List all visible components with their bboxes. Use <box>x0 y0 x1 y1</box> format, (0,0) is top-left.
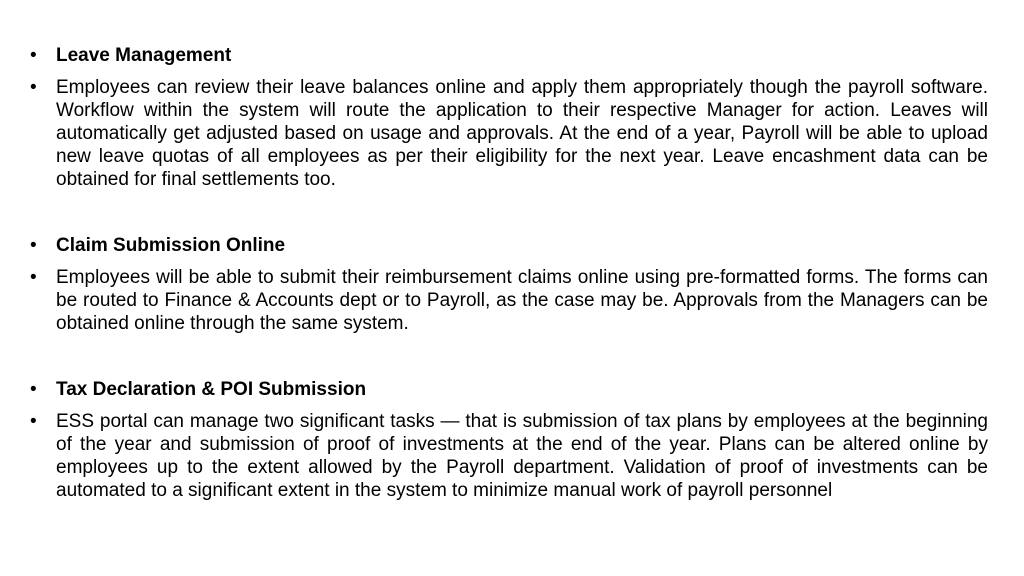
heading-text: Leave Management <box>56 45 232 66</box>
section-body-claim-submission <box>30 266 988 335</box>
bullet-icon: • <box>30 411 37 432</box>
section-heading-tax-declaration <box>30 378 988 401</box>
bullet-icon: • <box>30 235 37 256</box>
section-heading-leave-management <box>30 44 988 67</box>
bullet-icon: • <box>30 379 37 400</box>
heading-text: Tax Declaration & POI Submission <box>56 379 367 400</box>
section-body-leave-management <box>30 76 988 191</box>
body-text: ESS portal can manage two significant tasks — that is submission of tax plans by employees at the beginning of the year and submission of proof of investments at the end of the year. Plans can be altered online by employees up to the extent allowed by the Payroll department. Validation of proof of investments can be automated to a significant extent in the system to minimize manual work of payroll personnel <box>56 411 988 501</box>
slide-content <box>30 44 988 502</box>
bullet-icon: • <box>30 77 37 98</box>
section-spacer <box>30 191 988 234</box>
section-heading-claim-submission <box>30 234 988 257</box>
body-text: Employees can review their leave balances online and apply them appropriately though the payroll software. Workflow within the system will route the application to their respective Manager for action. Leaves will automatically get adjusted based on usage and approvals. At the end of a year, Payroll will be able to upload new leave quotas of all employees as per their eligibility for the next year. Leave encashment data can be obtained for final settlements too. <box>56 77 988 190</box>
body-text: Employees will be able to submit their reimbursement claims online using pre-formatted forms. The forms can be routed to Finance & Accounts dept or to Payroll, as the case may be. Approvals from the Managers can be obtained online through the same system. <box>56 267 988 334</box>
section-body-tax-declaration <box>30 410 988 502</box>
heading-text: Claim Submission Online <box>56 235 286 256</box>
bullet-icon: • <box>30 267 37 288</box>
section-spacer <box>30 335 988 378</box>
bullet-icon: • <box>30 45 37 66</box>
